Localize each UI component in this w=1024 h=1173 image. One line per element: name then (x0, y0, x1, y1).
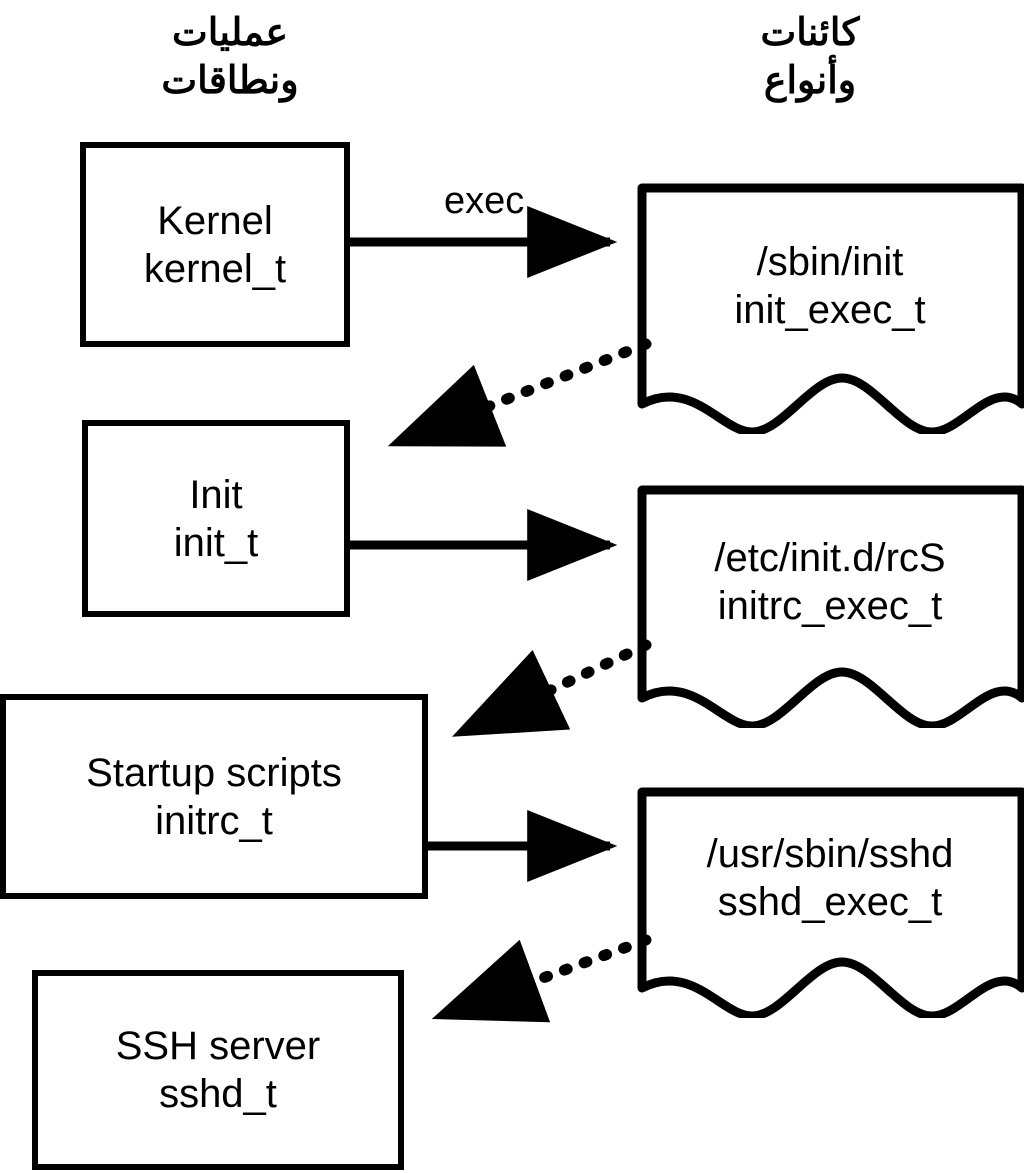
process-box-kernel-name: Kernel (157, 198, 273, 243)
process-box-init (82, 420, 350, 617)
process-box-startup-scripts (0, 694, 428, 899)
arrow-sbin-init-to-init (396, 344, 646, 443)
process-box-init-type: init_t (173, 520, 259, 565)
column-header-objects-line1: كائنات (760, 12, 860, 54)
object-node-usr-sbin-sshd-type: sshd_exec_t (717, 880, 943, 924)
process-box-startup-scripts-type: initrc_t (155, 798, 273, 843)
column-header-processes (30, 10, 430, 105)
column-header-processes-line1: عمليات (171, 12, 289, 54)
process-box-startup-scripts-name: Startup scripts (86, 750, 342, 795)
process-box-kernel (80, 142, 350, 347)
object-node-usr-sbin-sshd-path: /usr/sbin/sshd (706, 832, 954, 876)
object-node-etc-initd-rcs-type: initrc_exec_t (717, 584, 943, 628)
object-node-sbin-init-type: init_exec_t (734, 288, 926, 332)
process-box-ssh-server-type: sshd_t (159, 1072, 277, 1116)
object-node-sbin-init (636, 182, 1024, 434)
document-shape-icon (636, 182, 1024, 434)
process-box-kernel-type: kernel_t (143, 246, 287, 291)
document-shape-icon (636, 786, 1024, 1018)
column-header-objects (610, 10, 1010, 105)
process-box-init-name: Init (189, 472, 243, 517)
edge-label-exec: exec (444, 180, 525, 222)
object-node-sbin-init-path: /sbin/init (756, 240, 904, 284)
arrow-usr-sbin-sshd-to-ssh-server (440, 940, 646, 1016)
object-node-etc-initd-rcs (636, 484, 1024, 728)
column-header-processes-line2: ونطاقات (161, 59, 299, 102)
arrow-etc-initd-rcs-to-startup-scripts (460, 645, 646, 733)
document-shape-icon (636, 484, 1024, 728)
process-box-ssh-server-name: SSH server (115, 1024, 321, 1068)
column-header-objects-line2: وأنواع (763, 59, 857, 102)
object-node-etc-initd-rcs-path: /etc/init.d/rcS (714, 536, 946, 580)
process-box-ssh-server (32, 970, 404, 1170)
object-node-usr-sbin-sshd (636, 786, 1024, 1018)
